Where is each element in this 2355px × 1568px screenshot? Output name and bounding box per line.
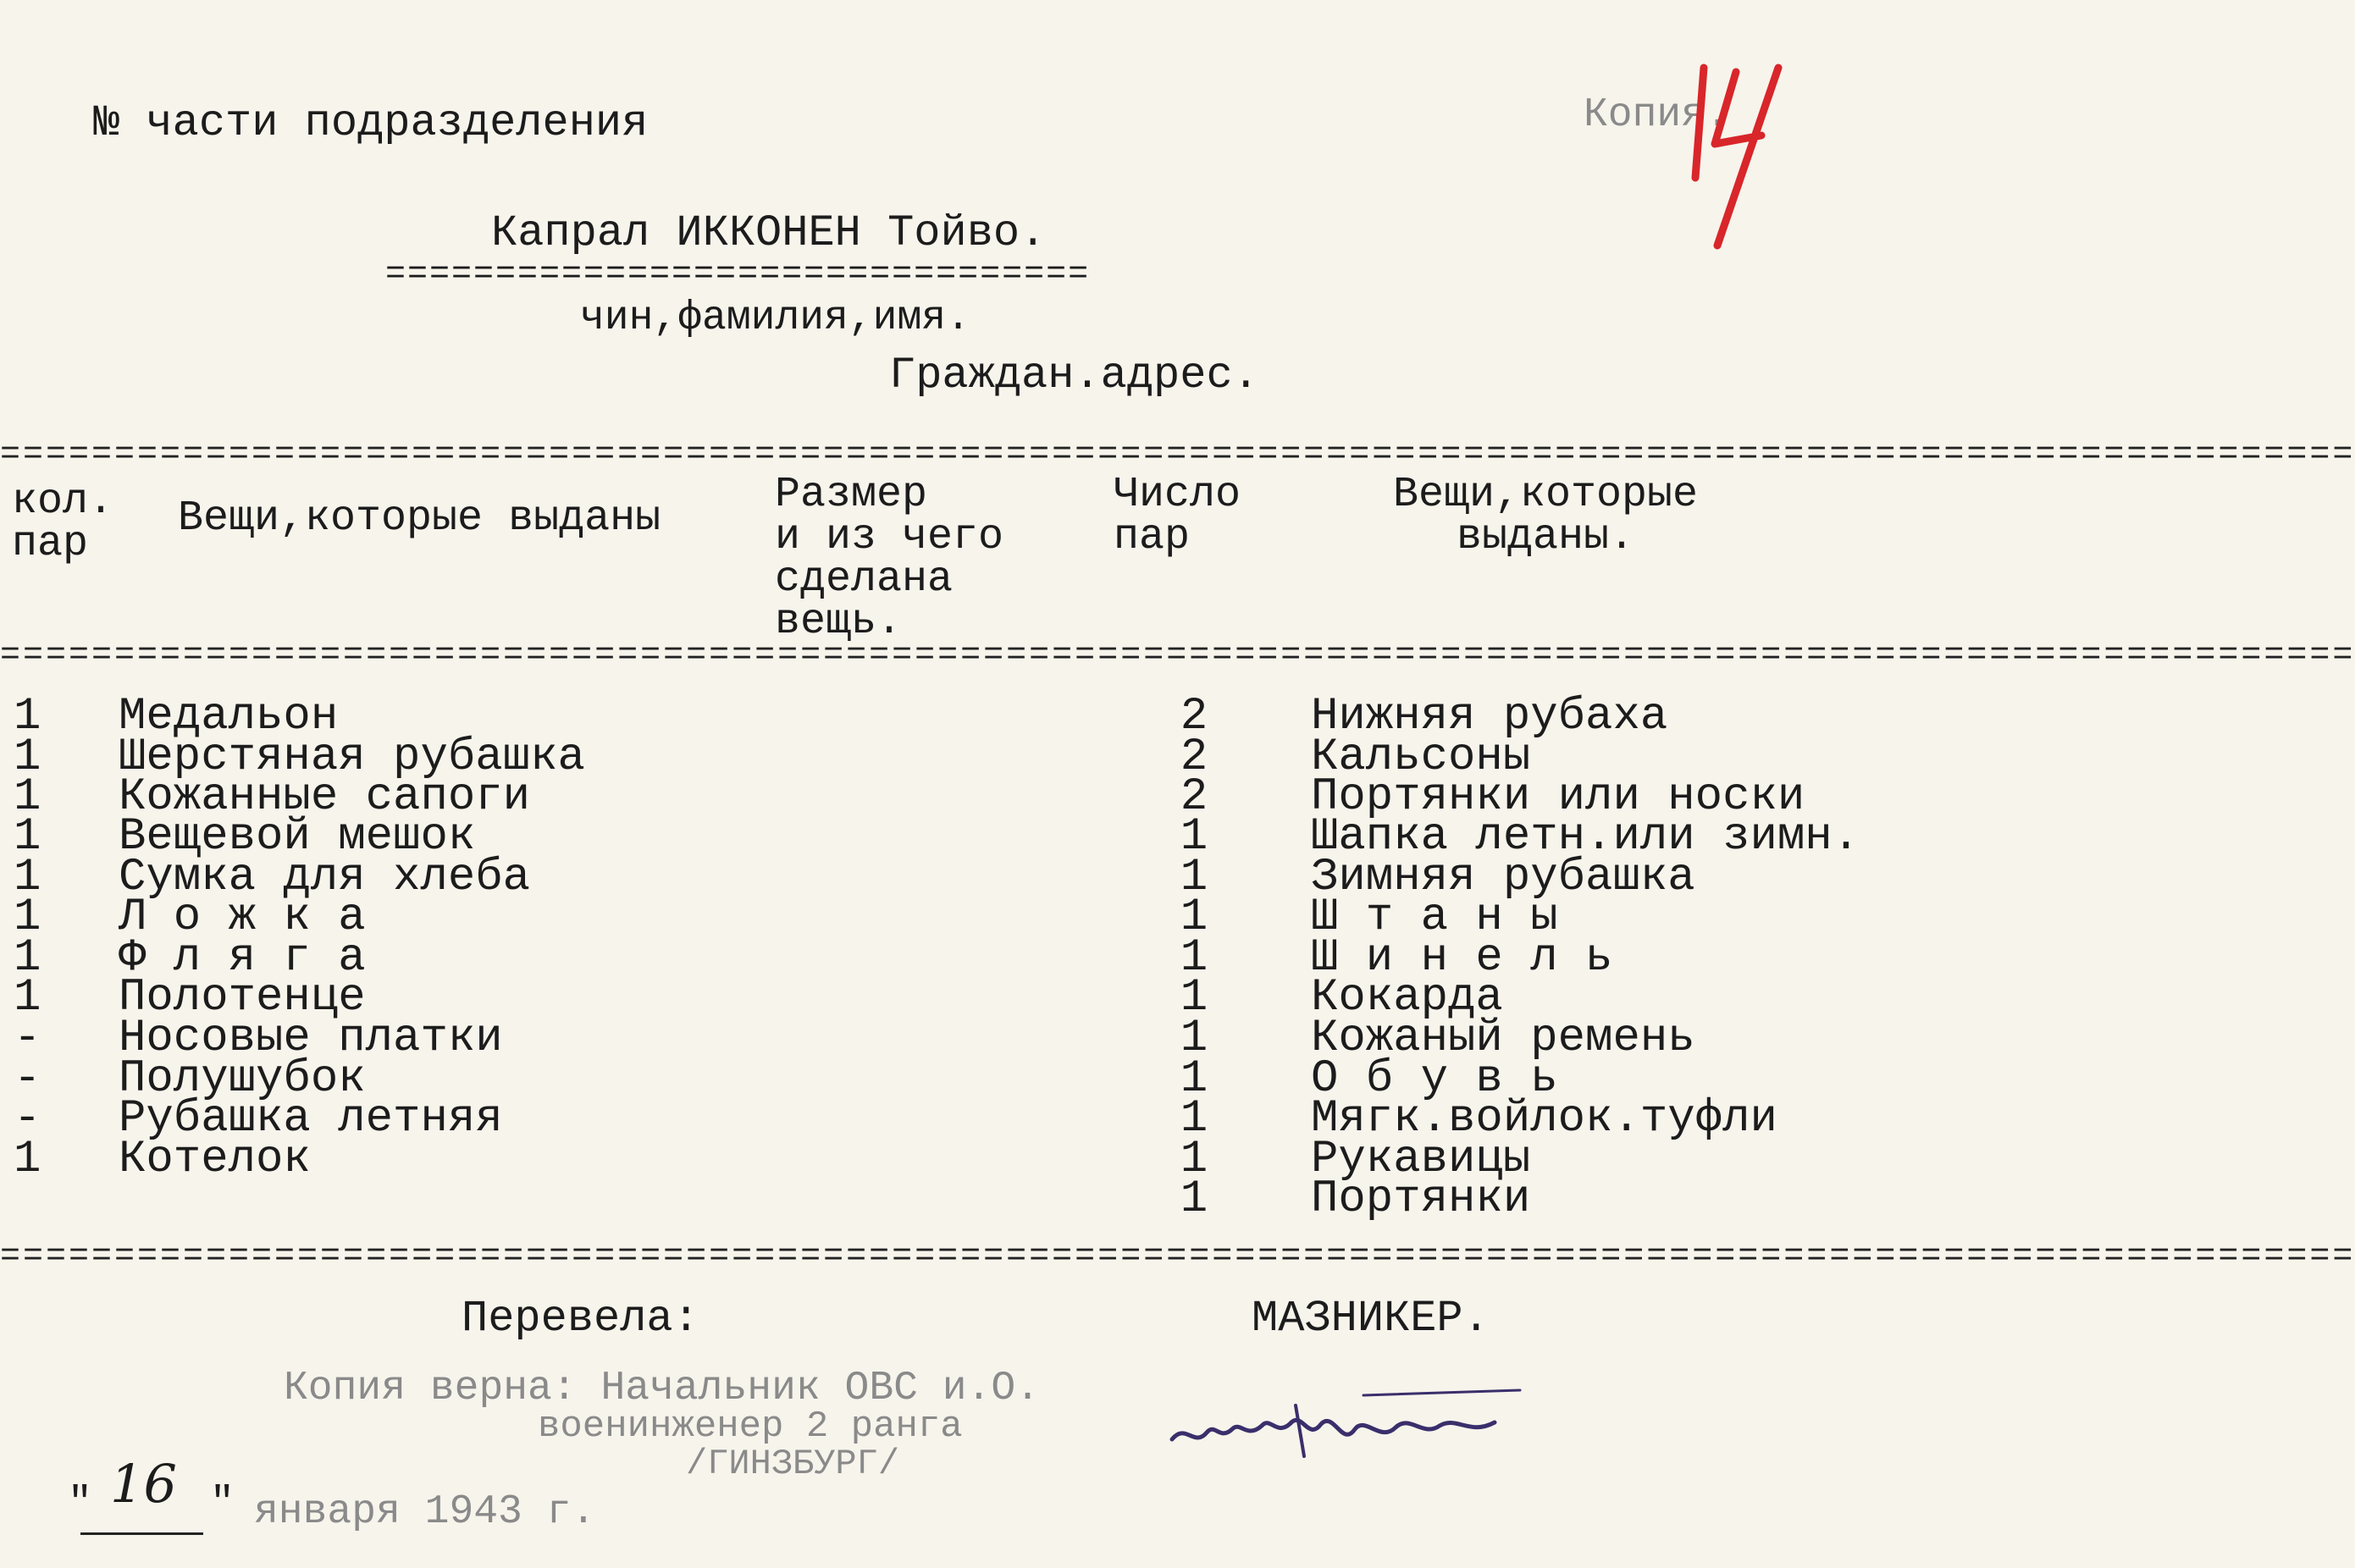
soldier-name: Капрал ИККОНЕН Тойво.: [491, 208, 1047, 258]
right-row-item: Портянки: [1311, 1173, 1531, 1225]
right-row-item: О б у в ь: [1311, 1053, 1558, 1105]
left-row-item: Сумка для хлеба: [119, 852, 531, 903]
red-handwritten-mark: [1677, 51, 1795, 258]
right-row-count: 2: [1180, 732, 1208, 783]
left-row-item: Котелок: [119, 1134, 311, 1185]
divider-top: =======================================================================================================: [0, 436, 2355, 474]
right-row-item: Мягк.войлок.туфли: [1311, 1093, 1777, 1145]
soldier-caption: чин,фамилия,имя.: [580, 295, 970, 341]
col-header-qty: кол. пар: [12, 478, 114, 568]
date-day: 16: [110, 1453, 177, 1515]
rank-line: военинженер 2 ранга: [538, 1405, 963, 1448]
right-row-item: Рукавицы: [1311, 1134, 1531, 1185]
left-row-qty: 1: [14, 691, 41, 743]
left-row-qty: 1: [14, 1134, 41, 1185]
right-row-count: 2: [1180, 691, 1208, 743]
right-row-item: Кокарда: [1311, 972, 1503, 1024]
right-row-count: 1: [1180, 852, 1208, 903]
right-row-item: Шапка летн.или зимн.: [1311, 811, 1860, 863]
translator-name: МАЗНИКЕР.: [1252, 1294, 1490, 1344]
copy-label: Копия.: [1584, 92, 1730, 138]
address-label: Граждан.адрес.: [889, 351, 1259, 400]
right-row-count: 1: [1180, 892, 1208, 943]
left-row-item: Шерстяная рубашка: [119, 732, 585, 783]
right-row-count: 2: [1180, 771, 1208, 823]
right-row-count: 1: [1180, 1053, 1208, 1105]
signature: [1169, 1389, 1524, 1469]
left-row-qty: 1: [14, 892, 41, 943]
divider-header: =======================================================================================================: [0, 637, 2355, 675]
unit-label: № части подразделения: [93, 98, 649, 148]
left-row-qty: 1: [14, 771, 41, 823]
right-row-item: Кальсоны: [1311, 732, 1531, 783]
left-row-item: Л о ж к а: [119, 892, 366, 943]
divider-bottom: =======================================================================================================: [0, 1238, 2355, 1276]
left-row-qty: 1: [14, 852, 41, 903]
right-row-item: Кожаный ремень: [1311, 1013, 1695, 1064]
left-row-item: Рубашка летняя: [119, 1093, 503, 1145]
left-row-item: Полотенце: [119, 972, 366, 1024]
left-row-item: Носовые платки: [119, 1013, 503, 1064]
left-row-qty: -: [14, 1053, 41, 1105]
left-row-qty: 1: [14, 972, 41, 1024]
left-row-item: Кожанные сапоги: [119, 771, 531, 823]
right-row-count: 1: [1180, 1013, 1208, 1064]
date-close-quote: ": [210, 1481, 235, 1527]
translated-label: Перевела:: [462, 1294, 699, 1344]
col-header-items: Вещи,которые выданы: [178, 494, 661, 543]
date-underline: [80, 1532, 203, 1535]
right-row-item: Нижняя рубаха: [1311, 691, 1668, 743]
right-row-count: 1: [1180, 811, 1208, 863]
left-row-qty: 1: [14, 932, 41, 984]
col-header-count: Число пар: [1114, 471, 1241, 561]
left-row-qty: 1: [14, 811, 41, 863]
right-row-item: Ш т а н ы: [1311, 892, 1558, 943]
right-row-item: Зимняя рубашка: [1311, 852, 1695, 903]
right-row-count: 1: [1180, 932, 1208, 984]
col-header-size: Размер и из чего сделана вещь.: [775, 471, 1004, 646]
left-row-item: Медальон: [119, 691, 339, 743]
left-row-qty: -: [14, 1013, 41, 1064]
left-row-item: Ф л я г а: [119, 932, 366, 984]
left-row-item: Полушубок: [119, 1053, 366, 1105]
right-row-count: 1: [1180, 1134, 1208, 1185]
soldier-underline: ================================: [385, 256, 1091, 294]
left-row-qty: 1: [14, 732, 41, 783]
right-row-count: 1: [1180, 1093, 1208, 1145]
right-row-item: Портянки или носки: [1311, 771, 1805, 823]
name-line: /ГИНЗБУРГ/: [686, 1444, 900, 1484]
right-row-item: Ш и н е л ь: [1311, 932, 1613, 984]
date-rest: января 1943 г.: [254, 1489, 596, 1535]
left-row-qty: -: [14, 1093, 41, 1145]
right-row-count: 1: [1180, 1173, 1208, 1225]
certified-line: Копия верна: Начальник ОВС и.О.: [284, 1366, 1040, 1411]
right-row-count: 1: [1180, 972, 1208, 1024]
left-row-item: Вещевой мешок: [119, 811, 476, 863]
col-header-items2: Вещи,которые выданы.: [1393, 471, 1699, 561]
date-open-quote: ": [68, 1481, 92, 1527]
